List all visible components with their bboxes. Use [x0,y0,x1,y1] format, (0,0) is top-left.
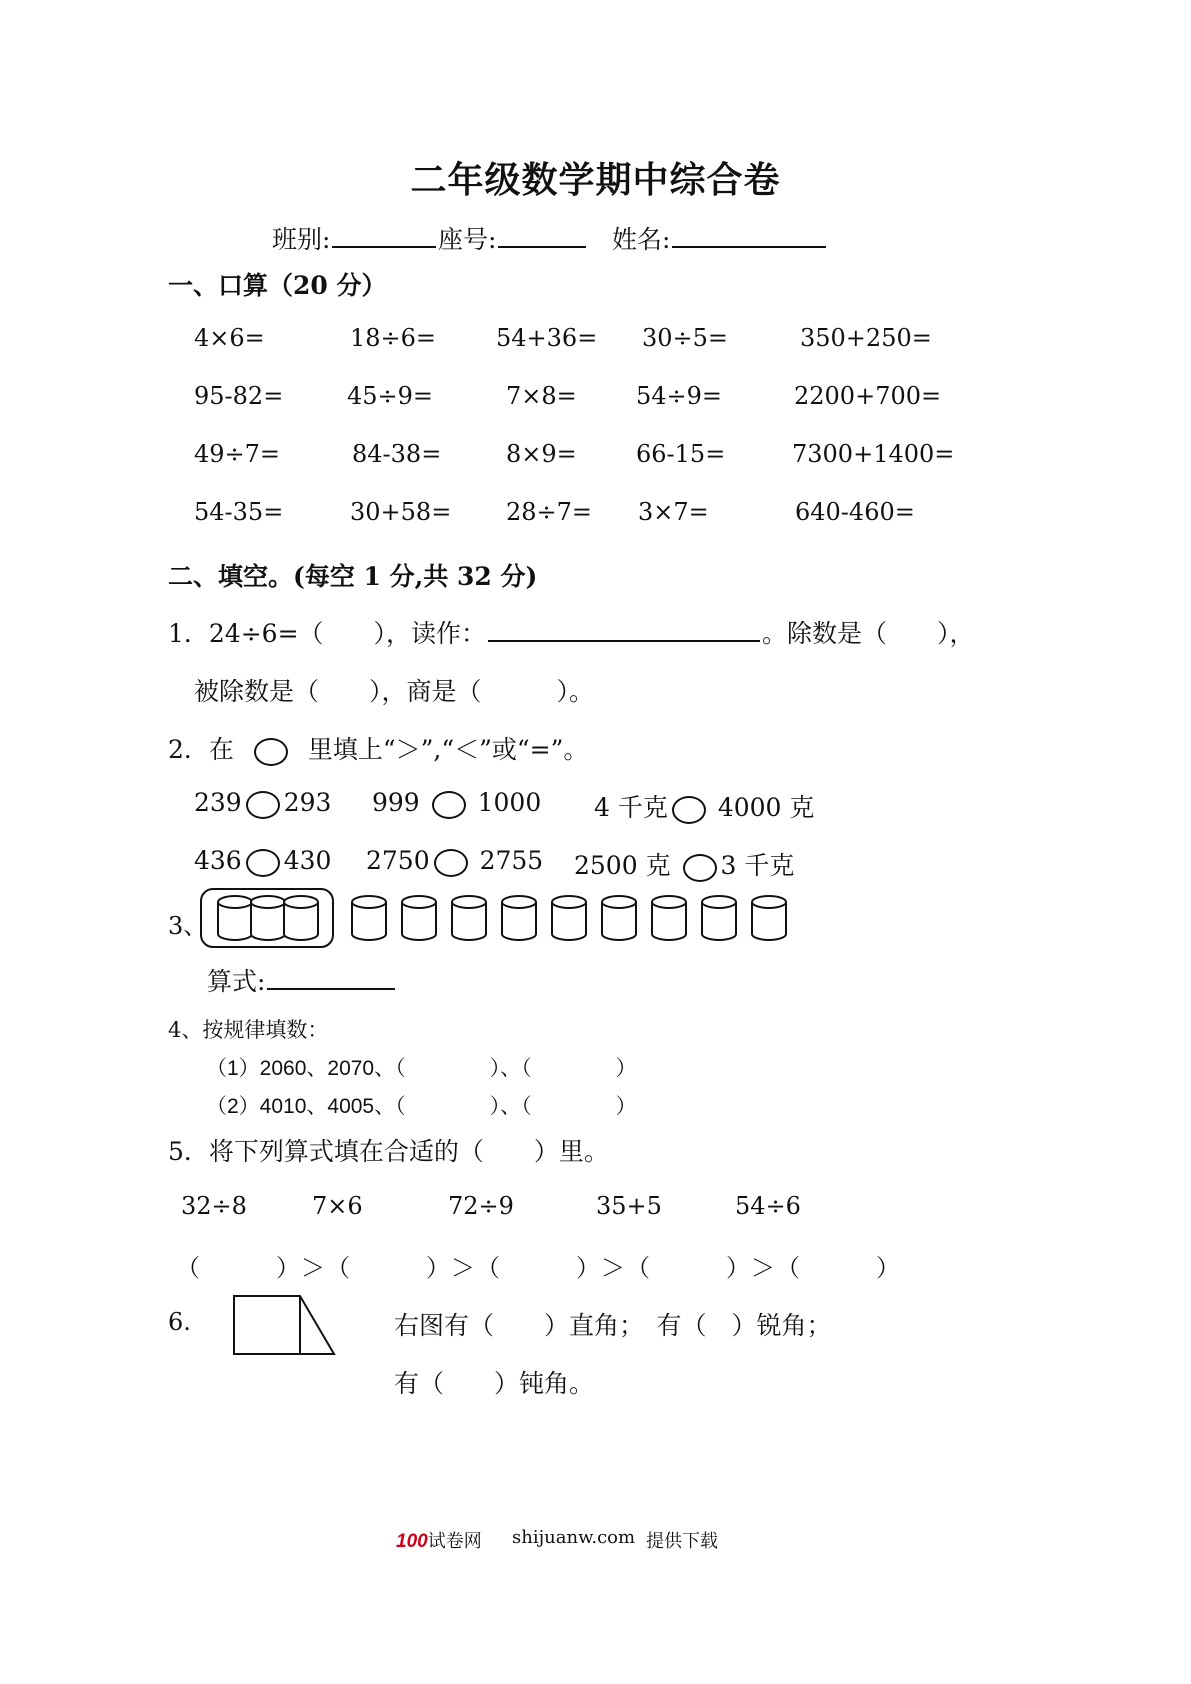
name-label-line [612,220,828,256]
trapezoid-shape [234,1296,334,1354]
compare-circle[interactable] [246,791,280,819]
compare-item [194,788,331,819]
cylinder-icon [752,896,786,940]
math-item: 18÷6= [350,324,437,352]
q1-line1 [168,614,975,650]
cylinders-figure [198,886,798,952]
q4-label: 4、按规律填数： [168,1018,329,1042]
q5-item: 7×6 [312,1192,363,1220]
loose-cylinders [352,896,786,940]
math-item: 54+36= [496,324,598,352]
q5-item: 32÷8 [181,1192,247,1220]
class-blank[interactable] [332,222,436,248]
math-item: 7×8= [506,382,577,410]
math-item: 66-15= [636,440,726,468]
cylinder-icon [352,896,386,940]
q1-reading-blank[interactable] [488,616,760,642]
section2-heading: 二、填空。(每空 1 分,共 32 分) [168,562,538,591]
cylinder-icon [602,896,636,940]
compare-left: 436 [194,846,242,875]
compare-right: 4000 克 [717,793,815,822]
compare-right: 3 千克 [720,851,795,880]
math-item: 84-38= [352,440,442,468]
compare-right: 1000 [477,788,542,817]
q2-suffix: 里填上“＞”,“＜”或“=”。 [307,735,589,764]
compare-right: 293 [283,788,332,817]
cylinder-icon [402,896,436,940]
math-item: 8×9= [506,440,577,468]
q5-compare-row: （ ）＞（ ）＞（ ）＞（ ）＞（ ） [176,1254,901,1282]
compare-left: 2500 克 [574,851,671,880]
q3-label: 3、 [168,912,208,940]
math-item: 95-82= [194,382,284,410]
q5-item: 72÷9 [448,1192,514,1220]
footer-note: 提供下载 [646,1531,718,1552]
math-item: 640-460= [795,498,915,526]
cylinder-icon [702,896,736,940]
cylinder-icon [251,896,285,940]
site-logo: 100 [396,1531,428,1552]
math-item: 30÷5= [642,324,729,352]
compare-left: 239 [194,788,242,817]
grouped-cylinders [218,896,318,940]
site-name: 试卷网 [427,1531,482,1552]
compare-circle[interactable] [434,849,468,877]
cylinder-icon [452,896,486,940]
compare-circle-icon [254,738,288,766]
formula-blank[interactable] [267,964,395,990]
name-blank[interactable] [672,222,826,248]
q4-line2: （2）4010、4005、（ ）、（ ） [206,1095,637,1118]
math-item: 350+250= [800,324,932,352]
compare-item [574,846,794,882]
formula-label: 算式: [207,967,266,996]
q2-instruction [168,730,588,766]
compare-circle[interactable] [683,854,717,882]
compare-item [366,846,543,877]
compare-item [194,846,331,877]
compare-item [372,788,541,819]
section1-heading: 一、口算（20 分） [168,271,387,300]
math-item: 49÷7= [194,440,281,468]
q6-label: 6. [168,1308,191,1336]
compare-left: 999 [372,788,420,817]
compare-right: 430 [283,846,332,875]
compare-circle[interactable] [432,791,466,819]
trapezoid-figure [232,1294,338,1358]
seat-blank[interactable] [498,222,586,248]
q5-label: 5．将下列算式填在合适的（ ）里。 [168,1137,609,1166]
q1-text-a: 1．24÷6=（ ），读作： [168,619,487,648]
compare-left: 4 千克 [594,793,668,822]
math-item: 3×7= [638,498,709,526]
cylinder-icon [652,896,686,940]
math-item: 45÷9= [347,382,434,410]
cylinder-icon [502,896,536,940]
q1-text-b: 。除数是（ ）， [762,619,975,648]
math-item: 30+58= [350,498,452,526]
q1-line2: 被除数是（ ），商是（ ）。 [194,677,595,706]
math-item: 54÷9= [636,382,723,410]
q3-formula-line [207,962,397,998]
math-item: 54-35= [194,498,284,526]
q5-item: 54÷6 [735,1192,801,1220]
q5-item: 35+5 [596,1192,662,1220]
cylinder-icon [218,896,252,940]
seat-label-line [438,220,588,256]
math-item: 7300+1400= [792,440,955,468]
q4-line1: （1）2060、2070、（ ）、（ ） [206,1057,637,1080]
footer-brand [396,1527,482,1553]
class-label-line [272,220,438,256]
q2-prefix: 2．在 [168,735,234,764]
cylinder-icon [284,896,318,940]
compare-left: 2750 [366,846,430,875]
cylinder-icon [552,896,586,940]
compare-item [594,788,814,824]
footer-url[interactable]: shijuanw.com [512,1527,636,1548]
page-title: 二年级数学期中综合卷 [410,159,781,201]
math-item: 28÷7= [506,498,593,526]
q6-line1: 右图有（ ）直角； 有（ ）锐角； [394,1311,832,1340]
math-item: 4×6= [194,324,265,352]
seat-label: 座号: [438,225,497,254]
compare-circle[interactable] [672,796,706,824]
math-item: 2200+700= [794,382,942,410]
name-label: 姓名: [612,225,671,254]
compare-right: 2755 [479,846,544,875]
class-label: 班别: [272,225,331,254]
q6-line2: 有（ ）钝角。 [394,1369,595,1398]
compare-circle[interactable] [246,849,280,877]
